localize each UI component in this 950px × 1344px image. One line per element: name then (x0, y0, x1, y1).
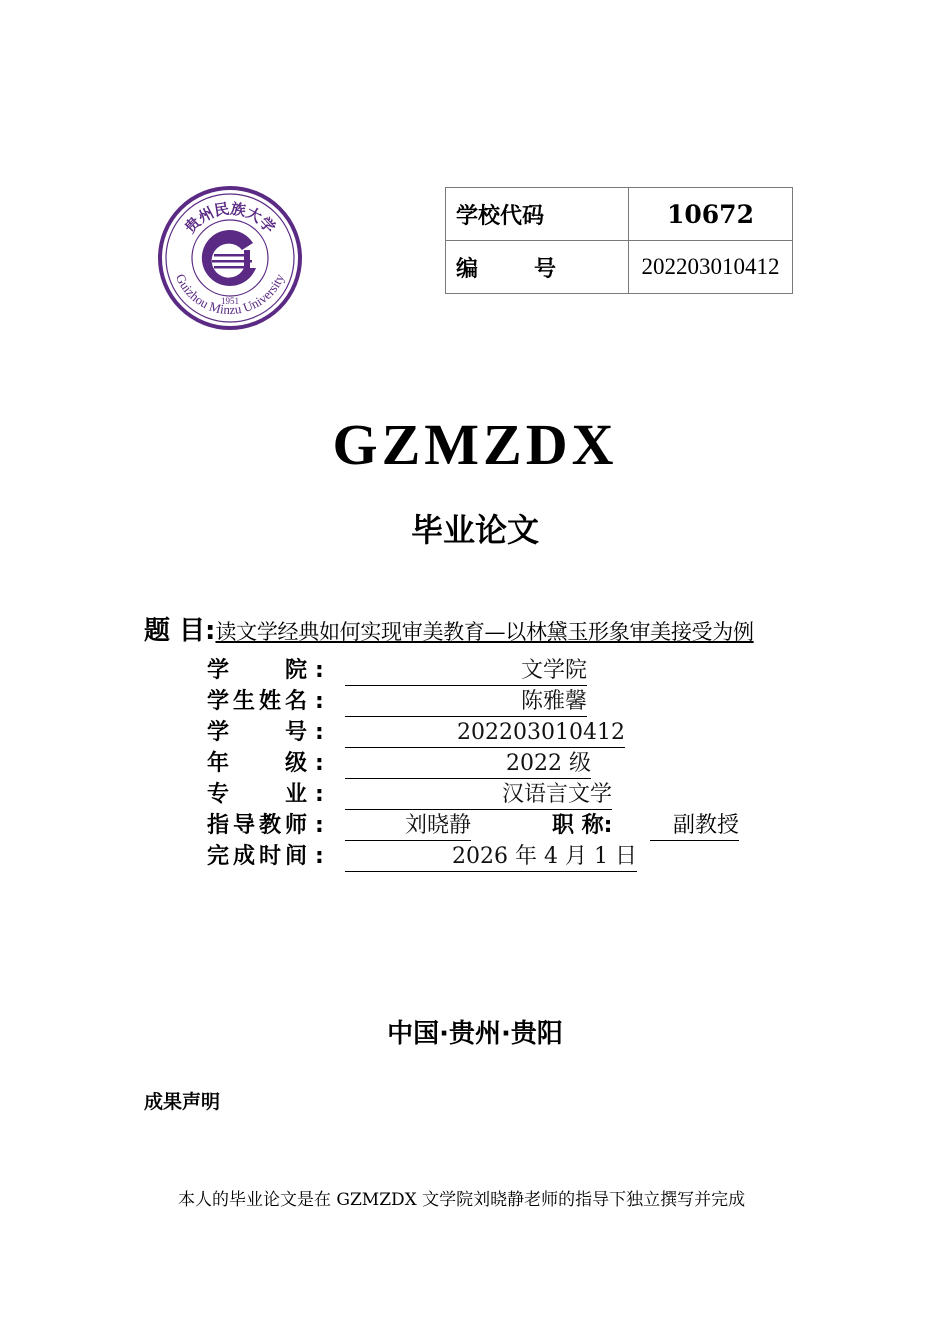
school-code-value: 10672 (629, 188, 793, 241)
colon: : (315, 658, 324, 683)
number-value: 202203010412 (629, 241, 793, 294)
number-label: 编 号 (456, 256, 556, 282)
colon: : (315, 720, 324, 745)
colon: : (315, 844, 324, 869)
school-code-label: 学校代码 (446, 188, 629, 241)
seal-bottom-text: Guizhou Minzu University (172, 271, 288, 318)
declaration-body: 本人的毕业论文是在 GZMZDX 文学院刘晓静老师的指导下独立撰写并完成 (178, 1190, 746, 1210)
completion-label: 完成时间 (207, 844, 307, 869)
student-name-label: 学生姓名 (207, 689, 307, 714)
student-name-value: 陈雅馨 (345, 686, 587, 717)
number-label-cell (446, 241, 629, 294)
college-label: 学 院 (207, 658, 307, 683)
topic-row (144, 610, 754, 650)
academic-title-value: 副教授 (650, 810, 739, 841)
declaration-heading: 成果声明 (144, 1091, 221, 1113)
university-seal-icon (154, 186, 306, 330)
topic-label: 题 目: (144, 616, 216, 646)
seal-year: 1951 (221, 296, 239, 306)
student-id-value: 202203010412 (345, 717, 625, 748)
college-value: 文学院 (345, 655, 587, 686)
location-text: 中国·贵州·贵阳 (387, 1019, 563, 1049)
advisor-label: 指导教师 (207, 813, 307, 838)
major-label: 专 业 (207, 782, 307, 807)
student-id-label: 学 号 (207, 720, 307, 745)
grade-value: 2022 级 (345, 748, 591, 779)
colon: : (315, 689, 324, 714)
major-value: 汉语言文学 (345, 779, 612, 810)
seal-top-text: 贵州民族大学 (181, 199, 279, 237)
thesis-type-title: 毕业论文 (410, 511, 539, 549)
advisor-value: 刘晓静 (345, 810, 471, 841)
colon: : (315, 813, 324, 838)
advisor-row (207, 810, 767, 841)
topic-value: 读文学经典如何实现审美教育—以林黛玉形象审美接受为例 (215, 620, 754, 644)
university-abbreviation: GZMZDX (332, 412, 618, 477)
number-row (446, 241, 793, 294)
academic-title-label: 职 称: (552, 813, 613, 838)
colon: : (315, 782, 324, 807)
colon: : (315, 751, 324, 776)
school-code-row (446, 188, 793, 241)
grade-label: 年 级 (207, 751, 307, 776)
school-code-table (445, 187, 793, 294)
completion-value: 2026 年 4 月 1 日 (345, 841, 637, 872)
